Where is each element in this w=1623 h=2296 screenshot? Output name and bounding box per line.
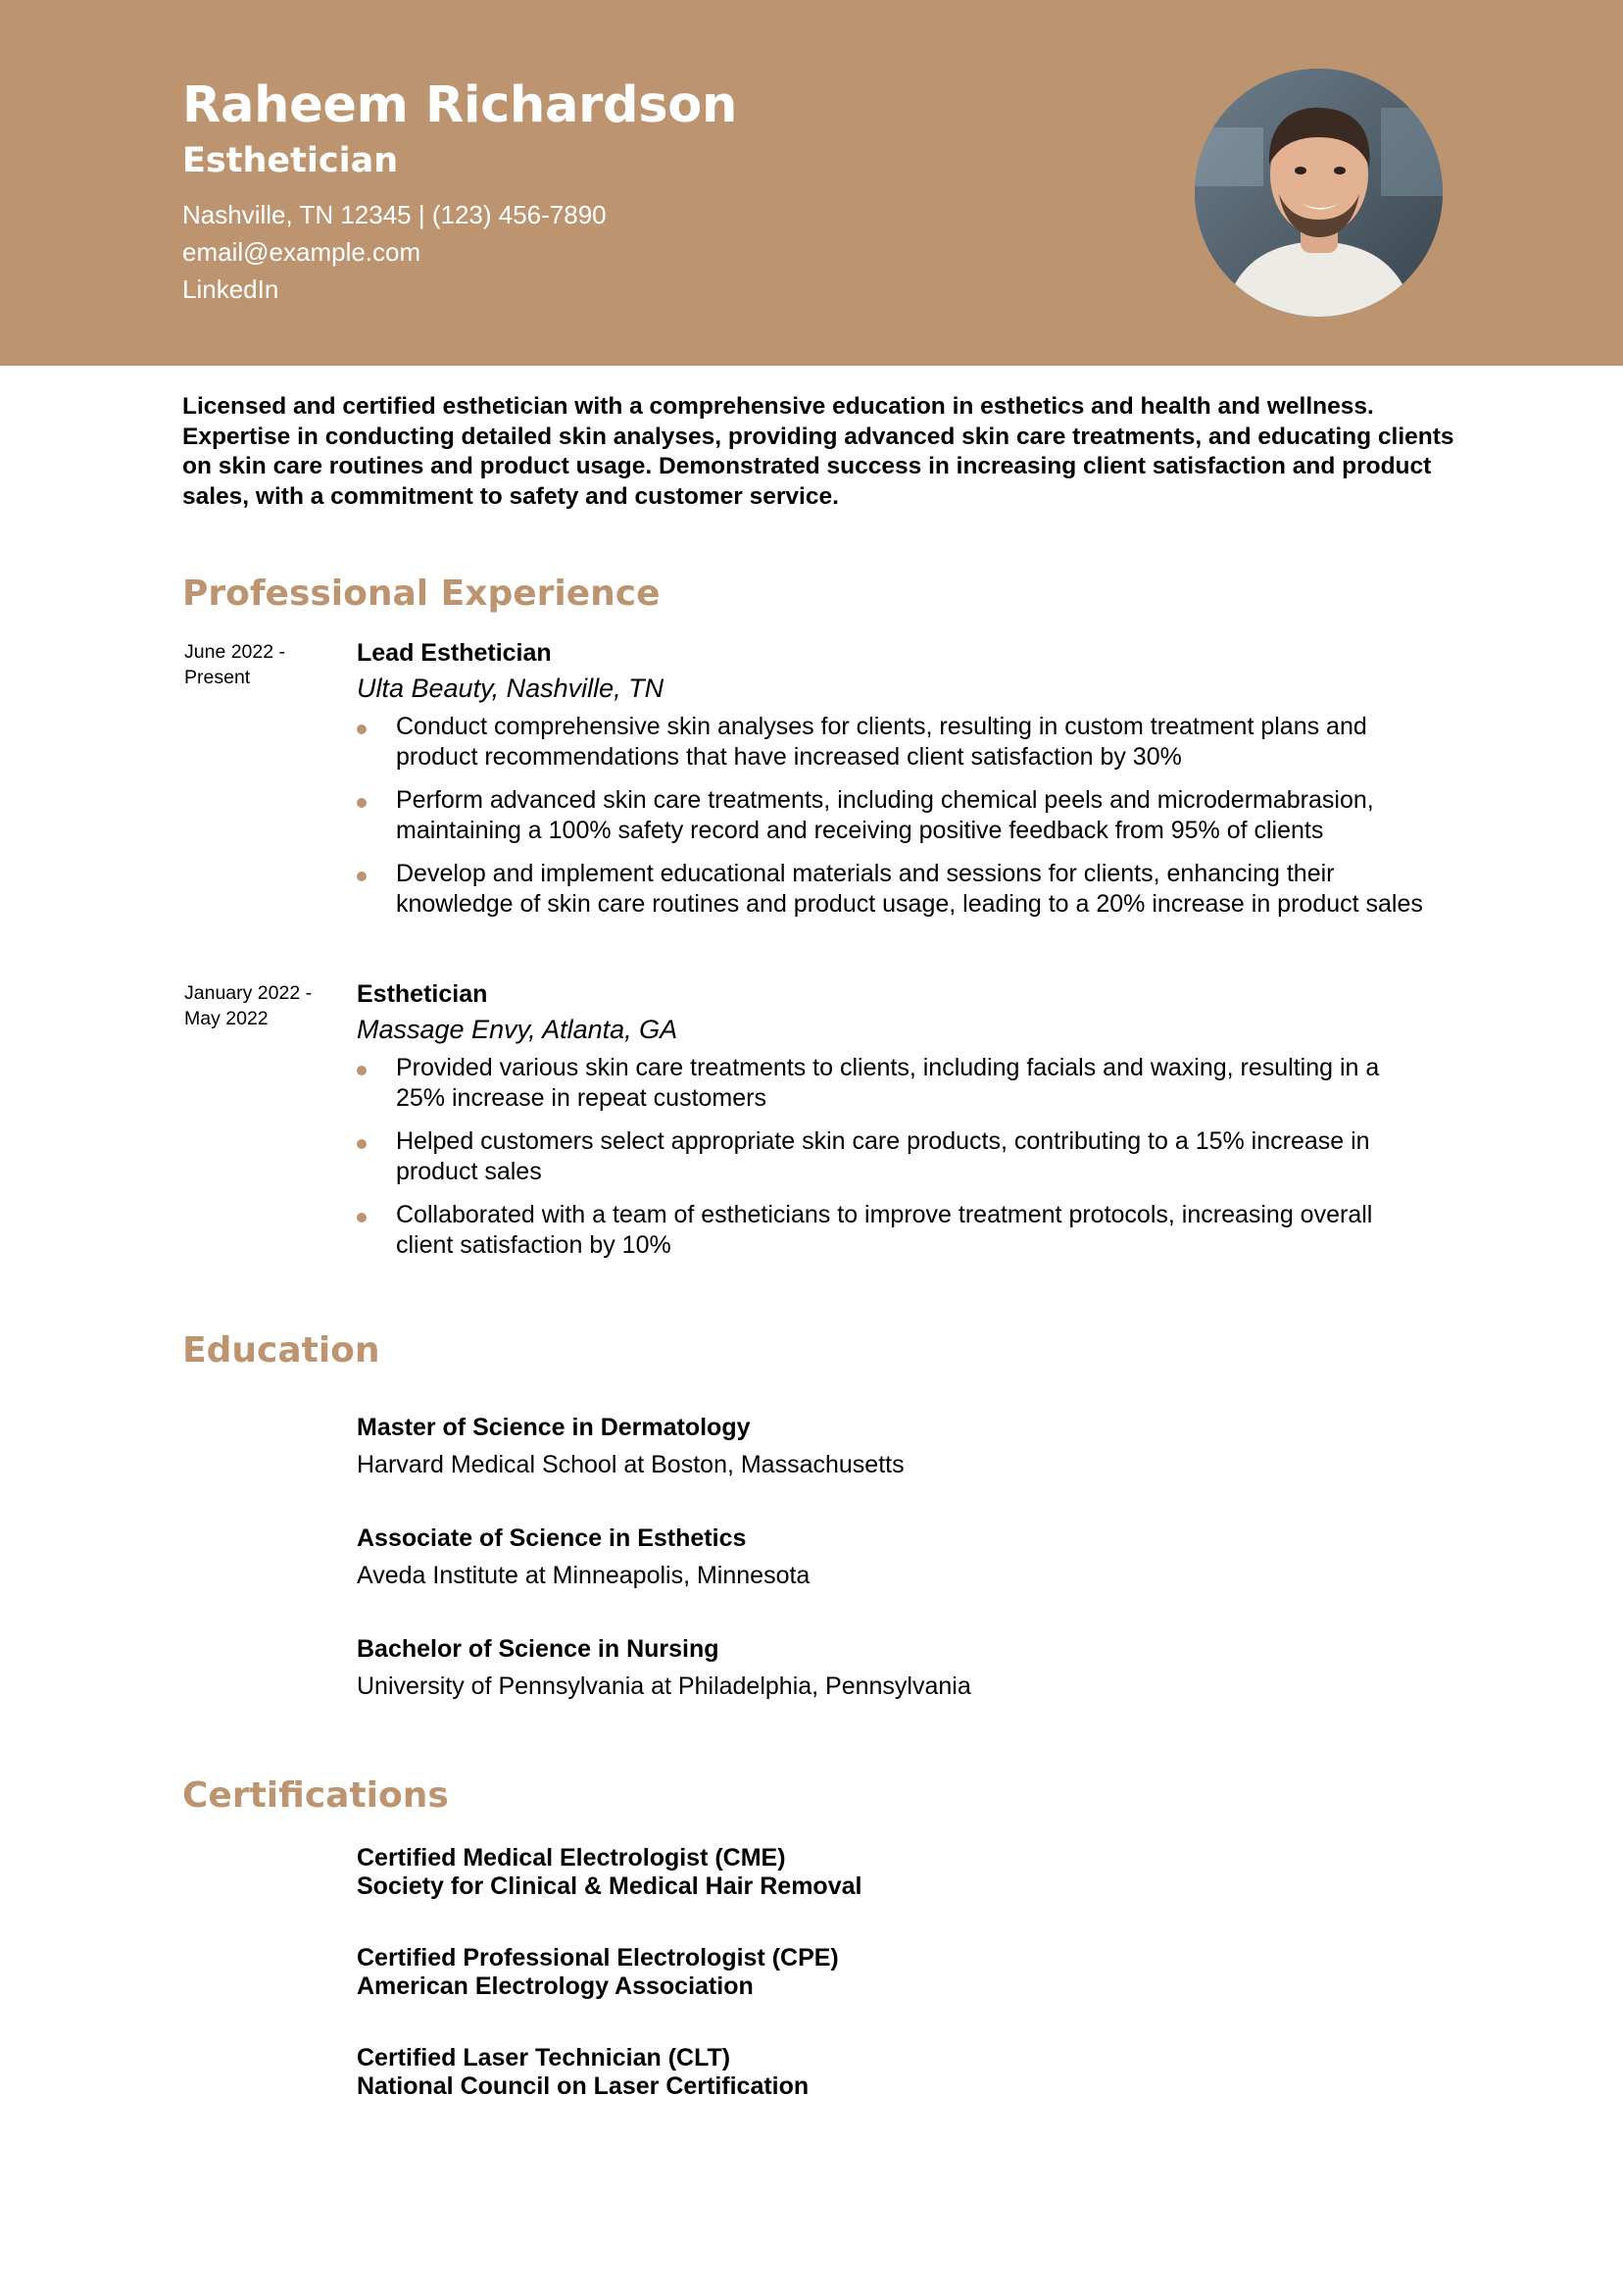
- job-dates: January 2022 - May 2022: [184, 982, 313, 1029]
- bullet-dot-icon: [357, 1066, 367, 1075]
- job-bullets: [357, 712, 1435, 919]
- education-entry: [357, 1522, 1435, 1591]
- job-bullet-text: Develop and implement educational materials and sessions for clients, enhancing their knowledge of skin care routines and product usage, leading to a 20% increase in product sales: [396, 860, 1423, 918]
- job-bullet-text: Helped customers select appropriate skin care products, contributing to a 15% increase in product sales: [396, 1127, 1370, 1185]
- certification-entry: [357, 1944, 1435, 2001]
- job-body: [357, 978, 1435, 1273]
- experience-heading: Professional Experience: [182, 574, 661, 614]
- contact-block: [182, 196, 737, 308]
- contact-location-phone: Nashville, TN 12345 | (123) 456-7890: [182, 200, 607, 229]
- bullet-dot-icon: [357, 1139, 367, 1149]
- job-bullet: [357, 1053, 1435, 1113]
- bullet-dot-icon: [357, 724, 367, 734]
- candidate-role: Esthetician: [182, 141, 399, 180]
- certification-issuer: National Council on Laser Certification: [357, 2072, 810, 2100]
- bullet-dot-icon: [357, 798, 367, 808]
- education-entry: [357, 1633, 1435, 1702]
- header-text: [182, 75, 737, 308]
- professional-summary: Licensed and certified esthetician with a comprehensive education in esthetics and health and wellness. Expertise in conducting detailed skin analyses, providing advanced skin care treatments, and educating clients on skin care routines and product usage. Demonstrated success in increasing client satisfaction and product sales, with a commitment to safety and customer service.: [182, 393, 1454, 510]
- job-bullet: [357, 1126, 1435, 1186]
- degree-name: Associate of Science in Esthetics: [357, 1524, 747, 1552]
- school-name: University of Pennsylvania at Philadelphia, Pennsylvania: [357, 1672, 971, 1700]
- job-bullet: [357, 712, 1435, 772]
- job-bullet: [357, 859, 1435, 919]
- job-bullet-text: Perform advanced skin care treatments, including chemical peels and microdermabrasion, maintaining a 100% safety record and receiving positive feedback from 95% of clients: [396, 786, 1374, 844]
- job-dates: June 2022 - Present: [184, 641, 285, 688]
- school-name: Harvard Medical School at Boston, Massachusetts: [357, 1451, 905, 1478]
- degree-name: Master of Science in Dermatology: [357, 1414, 751, 1441]
- profile-photo-illustration: [1195, 69, 1443, 317]
- job-bullet: [357, 1200, 1435, 1260]
- job-title: Lead Esthetician: [357, 639, 552, 667]
- certification-name: Certified Professional Electrologist (CPE): [357, 1944, 839, 1972]
- job-bullet-text: Provided various skin care treatments to clients, including facials and waxing, resulting in a 25% increase in repeat customers: [396, 1054, 1380, 1112]
- job-company: Ulta Beauty, Nashville, TN: [357, 674, 664, 703]
- certification-issuer: Society for Clinical & Medical Hair Removal: [357, 1872, 862, 1900]
- job-title: Esthetician: [357, 980, 488, 1008]
- job-bullet: [357, 785, 1435, 845]
- certification-entry: [357, 1844, 1435, 1901]
- job-body: [357, 637, 1435, 932]
- degree-name: Bachelor of Science in Nursing: [357, 1635, 719, 1663]
- contact-linkedin[interactable]: LinkedIn: [182, 275, 279, 304]
- certification-name: Certified Laser Technician (CLT): [357, 2044, 731, 2071]
- certification-issuer: American Electrology Association: [357, 1972, 754, 2000]
- job-bullet-text: Conduct comprehensive skin analyses for clients, resulting in custom treatment plans and product recommendations that have increased client satisfaction by 30%: [396, 713, 1367, 771]
- education-heading: Education: [182, 1330, 380, 1371]
- job-bullet-text: Collaborated with a team of estheticians to improve treatment protocols, increasing overall client satisfaction by 10%: [396, 1201, 1373, 1259]
- certification-entry: [357, 2044, 1435, 2101]
- bullet-dot-icon: [357, 872, 367, 881]
- job-bullets: [357, 1053, 1435, 1260]
- candidate-name: Raheem Richardson: [182, 76, 738, 134]
- certification-name: Certified Medical Electrologist (CME): [357, 1844, 786, 1872]
- education-entry: [357, 1412, 1435, 1480]
- header-banner: [0, 0, 1623, 366]
- school-name: Aveda Institute at Minneapolis, Minnesota: [357, 1562, 811, 1589]
- bullet-dot-icon: [357, 1213, 367, 1223]
- certifications-heading: Certifications: [182, 1775, 449, 1816]
- contact-email[interactable]: email@example.com: [182, 237, 421, 267]
- profile-photo: [1195, 69, 1443, 317]
- job-company: Massage Envy, Atlanta, GA: [357, 1015, 678, 1044]
